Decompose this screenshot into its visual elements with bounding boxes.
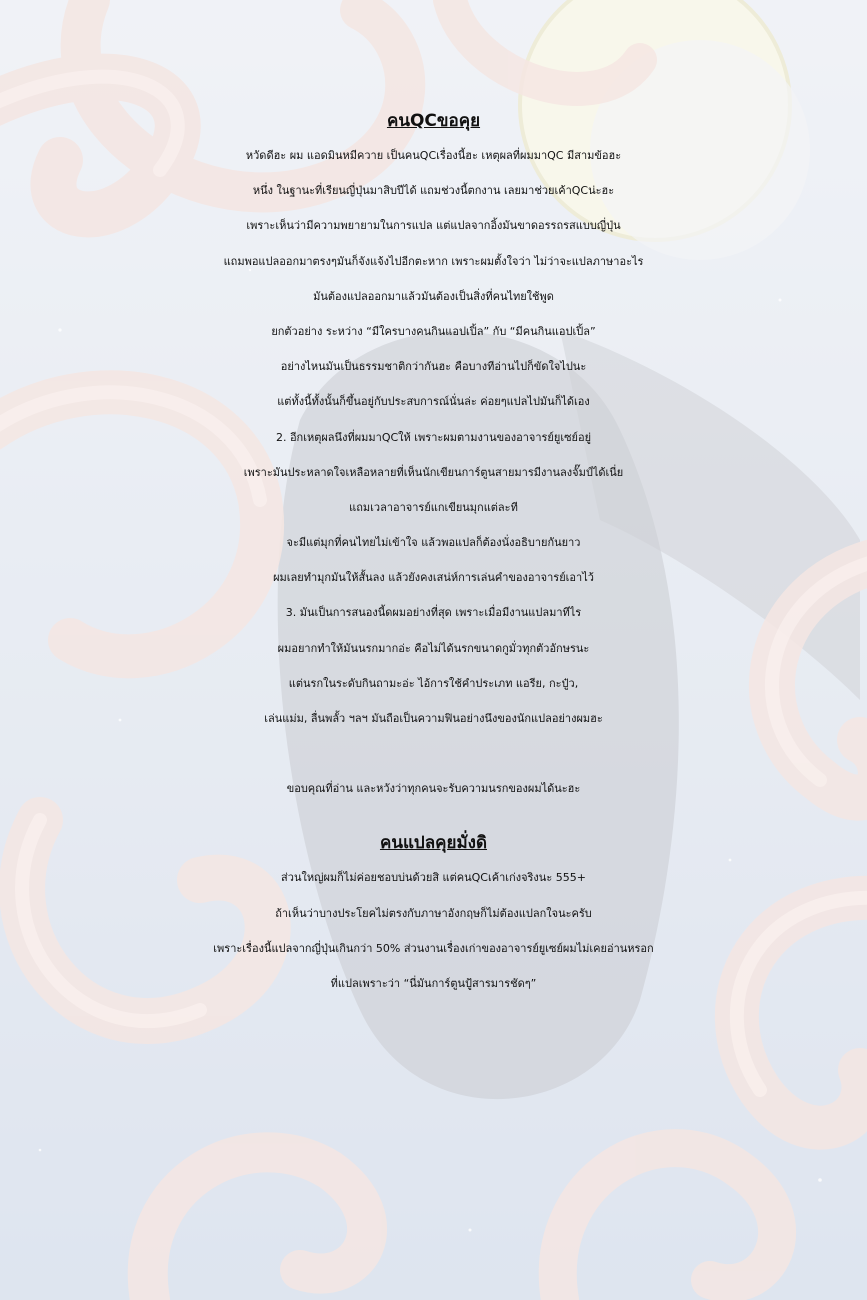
text-line: ผมเลยทำมุกมันให้สั้นลง แล้วยังคงเสน่ห์การเล่นคำของอาจารย์เอาไว้ [273, 571, 594, 585]
text-line: แถมเวลาอาจารย์แกเขียนมุกแต่ละที [349, 500, 518, 514]
text-line: แต่นรกในระดับกินถามะอ่ะ ไอ้การใช้คำประเภท แอรีย, กะปู๋ว, [288, 676, 579, 690]
text-line: หวัดดีฮะ ผม แอดมินหมีควาย เป็นคนQCเรื่องนี้ฮะ เหตุผลที่ผมมาQC มีสามข้อฮะ [245, 149, 622, 162]
text-line: 2. อีกเหตุผลนึงที่ผมมาQCให้ เพราะผมตามงานของอาจารย์ยูเซย์อยู่ [275, 430, 592, 444]
text-line: เล่นแม่ม, ลื่นพลั้ว ฯลฯ มันถือเป็นความฟินอย่างนึงของนักแปลอย่างผมฮะ [264, 712, 603, 725]
text-line: ที่แปลเพราะว่า “นี่มันการ์ตูนปู้สารมารชัดๆ” [330, 976, 537, 990]
qc-note-section [0, 104, 867, 806]
text-line: เพราะเห็นว่ามีความพยายามในการแปล แต่แปลจากอิ้งมันขาดอรรถรสแบบญี่ปุ่น [246, 219, 621, 233]
translator-note-heading: คนแปลคุยมั่งดิ [379, 833, 488, 854]
text-line: จะมีแต่มุกที่คนไทยไม่เข้าใจ แล้วพอแปลก็ต้องนั่งอธิบายกันยาว [286, 536, 581, 550]
message-content [0, 104, 867, 1001]
text-line: มันต้องแปลออกมาแล้วมันต้องเป็นสิ่งที่คนไทยใช้พูด [313, 289, 554, 303]
qc-note-heading: คนQCขอคุย [386, 111, 481, 131]
text-line: แถมพอแปลออกมาตรงๆมันก็จังแจ้งไปอีกตะหาก เพราะผมตั้งใจว่า ไม่ว่าจะแปลภาษาอะไร [223, 254, 644, 268]
text-line: หนึ่ง ในฐานะที่เรียนญี่ปุ่นมาสิบปีได้ แถมช่วงนี้ตกงาน เลยมาช่วยเค้าQCน่ะฮะ [252, 184, 615, 198]
text-line: เพราะมันประหลาดใจเหลือหลายที่เห็นนักเขียนการ์ตูนสายมารมีงานลงจั๊มป์ได้เนี่ย [243, 465, 624, 479]
closing-line: ขอบคุณที่อ่าน และหวังว่าทุกคนจะรับความนรกของผมได้นะฮะ [286, 782, 581, 796]
text-line: ยกตัวอย่าง ระหว่าง “มีใครบางคนกินแอปเปิ้ล” กับ “มีคนกินแอปเปิ้ล” [271, 324, 596, 338]
translator-note-section [0, 826, 867, 1001]
text-line: 3. มันเป็นการสนองนี้ดผมอย่างที่สุด เพราะเมื่อมีงานแปลมาทีไร [285, 606, 582, 620]
text-line: ส่วนใหญ่ผมก็ไม่ค่อยชอบบ่นด้วยสิ แต่คนQCเค้าเก่งจริงนะ 555+ [281, 871, 586, 885]
text-line: เพราะเรื่องนี้แปลจากญี่ปุ่นเกินกว่า 50% ส่วนงานเรื่องเก่าของอาจารย์ยูเซย์ผมไม่เคยอ่านหรอก [213, 941, 654, 955]
text-line: แต่ทั้งนี้ทั้งนั้นก็ขึ้นอยู่กับประสบการณ์นั่นล่ะ ค่อยๆแปลไปมันก็ได้เอง [277, 395, 590, 409]
text-line: ผมอยากทำให้มันนรกมากอ่ะ คือไม่ได้นรกขนาดกูมั่วทุกตัวอักษรนะ [277, 641, 590, 655]
text-line: อย่างไหนมันเป็นธรรมชาติกว่ากันฮะ คือบางทีอ่านไปก็ขัดใจไปนะ [280, 360, 587, 374]
text-line: ถ้าเห็นว่าบางประโยคไม่ตรงกับภาษาอังกฤษก็ไม่ต้องแปลกใจนะครับ [275, 906, 592, 920]
